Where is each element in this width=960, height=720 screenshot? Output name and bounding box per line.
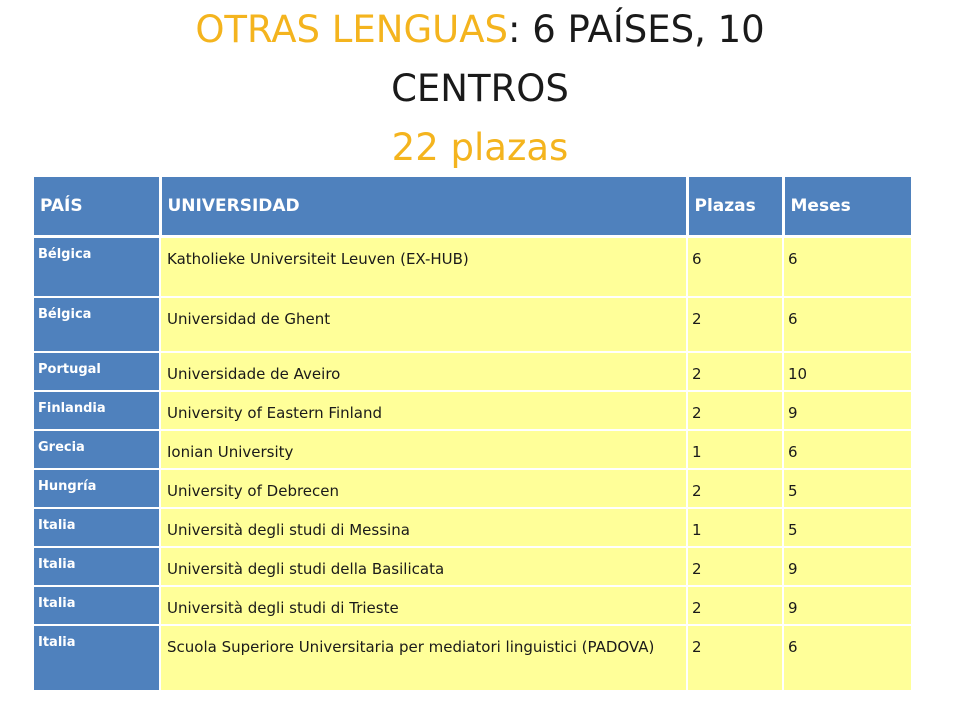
table-row xyxy=(34,625,911,691)
cell-university: Scuola Superiore Universitaria per mediatori linguistici (PADOVA) xyxy=(160,625,687,691)
table-header-row xyxy=(34,177,911,237)
cell-months: 10 xyxy=(783,352,911,391)
cell-university: Universidade de Aveiro xyxy=(160,352,687,391)
cell-university: Ionian University xyxy=(160,430,687,469)
cell-university: Universidad de Ghent xyxy=(160,297,687,352)
header-months: Meses xyxy=(783,177,911,237)
title-accent: OTRAS LENGUAS xyxy=(195,8,509,51)
title-rest: : 6 PAÍSES, 10 xyxy=(508,8,765,51)
cell-university: University of Debrecen xyxy=(160,469,687,508)
cell-months: 6 xyxy=(783,430,911,469)
title-line-2: CENTROS xyxy=(391,67,569,110)
cell-university: Katholieke Universiteit Leuven (EX-HUB) xyxy=(160,237,687,297)
table-row xyxy=(34,297,911,352)
header-places: Plazas xyxy=(687,177,783,237)
cell-country: Italia xyxy=(34,586,160,625)
cell-university: Università degli studi di Trieste xyxy=(160,586,687,625)
cell-months: 5 xyxy=(783,469,911,508)
cell-places: 2 xyxy=(687,469,783,508)
cell-country: Hungría xyxy=(34,469,160,508)
cell-months: 6 xyxy=(783,237,911,297)
table-row xyxy=(34,508,911,547)
table-row xyxy=(34,391,911,430)
table-row xyxy=(34,237,911,297)
cell-months: 5 xyxy=(783,508,911,547)
cell-places: 2 xyxy=(687,547,783,586)
cell-country: Portugal xyxy=(34,352,160,391)
table-row xyxy=(34,469,911,508)
cell-months: 9 xyxy=(783,586,911,625)
cell-months: 9 xyxy=(783,547,911,586)
cell-places: 1 xyxy=(687,508,783,547)
universities-table xyxy=(34,177,911,692)
cell-months: 6 xyxy=(783,625,911,691)
table-row xyxy=(34,430,911,469)
cell-country: Italia xyxy=(34,625,160,691)
cell-places: 2 xyxy=(687,625,783,691)
header-university: UNIVERSIDAD xyxy=(160,177,687,237)
table-row xyxy=(34,352,911,391)
table-row xyxy=(34,586,911,625)
cell-country: Italia xyxy=(34,547,160,586)
title-line-1 xyxy=(0,0,960,59)
title-line-3: 22 plazas xyxy=(391,126,569,169)
cell-places: 2 xyxy=(687,352,783,391)
cell-places: 2 xyxy=(687,391,783,430)
cell-places: 6 xyxy=(687,237,783,297)
cell-places: 2 xyxy=(687,586,783,625)
cell-places: 2 xyxy=(687,297,783,352)
cell-months: 9 xyxy=(783,391,911,430)
cell-university: Università degli studi della Basilicata xyxy=(160,547,687,586)
table-row xyxy=(34,547,911,586)
cell-country: Bélgica xyxy=(34,297,160,352)
cell-country: Finlandia xyxy=(34,391,160,430)
cell-months: 6 xyxy=(783,297,911,352)
cell-places: 1 xyxy=(687,430,783,469)
cell-country: Bélgica xyxy=(34,237,160,297)
cell-university: University of Eastern Finland xyxy=(160,391,687,430)
slide-title xyxy=(0,0,960,177)
cell-country: Grecia xyxy=(34,430,160,469)
cell-university: Università degli studi di Messina xyxy=(160,508,687,547)
header-country: PAÍS xyxy=(34,177,160,237)
cell-country: Italia xyxy=(34,508,160,547)
